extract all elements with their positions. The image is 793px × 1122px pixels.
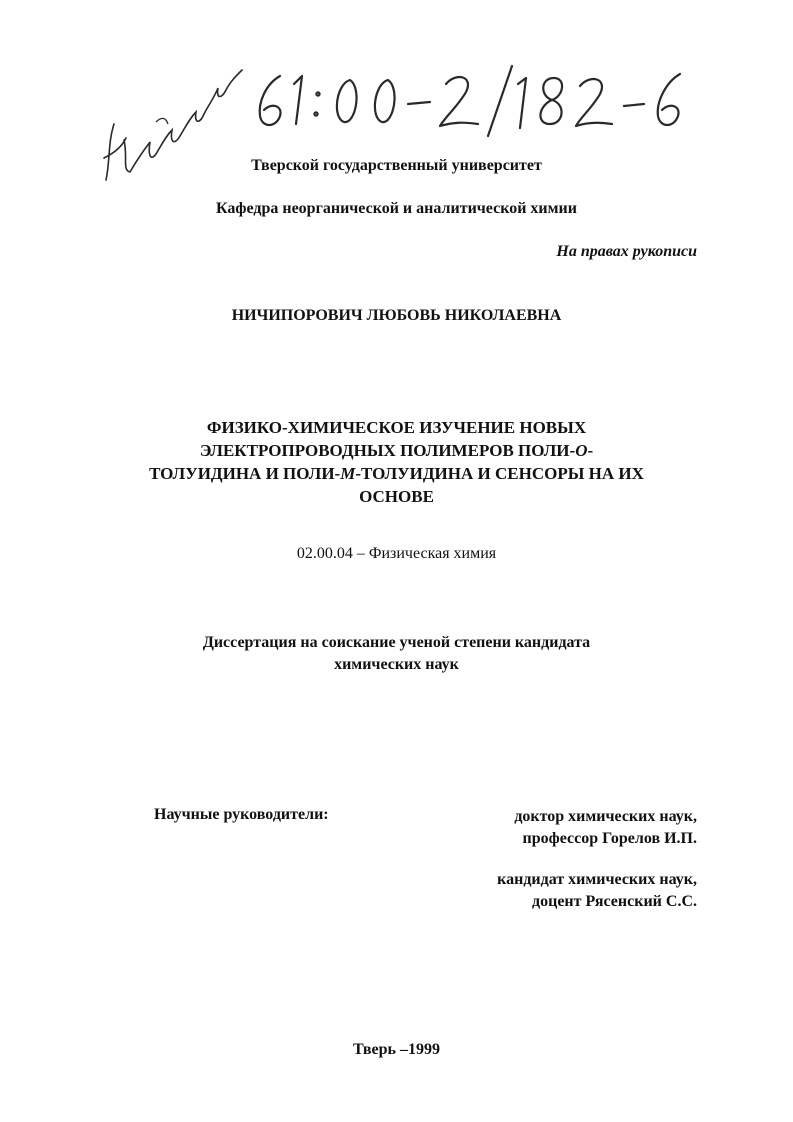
title-line-2-italic: О [575, 441, 588, 460]
author-name: НИЧИПОРОВИЧ ЛЮБОВЬ НИКОЛАЕВНА [231, 307, 562, 324]
city-year: Тверь –1999 [353, 1041, 440, 1058]
title-line-1: ФИЗИКО-ХИМИЧЕСКОЕ ИЗУЧЕНИЕ НОВЫХ [206, 418, 587, 437]
degree-line-1: Диссертация на соискание ученой степени кандидата [202, 634, 591, 651]
rights-note: На правах рукописи [556, 243, 697, 260]
specialty-code: 02.00.04 – Физическая химия [296, 545, 497, 562]
title-line-2 [0, 439, 793, 462]
handwritten-archive-code [250, 62, 690, 140]
title-line-4: ОСНОВЕ [359, 487, 434, 506]
department-name: Кафедра неорганической и аналитической химии [216, 200, 577, 217]
supervisor-second-name: доцент Рясенский С.С. [532, 893, 697, 910]
title-line-3-italic: М [340, 464, 356, 483]
title-line-3 [0, 462, 793, 485]
supervisor-first [514, 806, 697, 850]
supervisor-second-degree: кандидат химических наук, [497, 871, 697, 888]
supervisor-first-name: профессор Горелов И.П. [522, 830, 697, 847]
supervisor-first-degree: доктор химических наук, [514, 808, 697, 825]
title-line-2-dash: - [587, 441, 594, 460]
supervisors-label: Научные руководители: [154, 806, 329, 823]
dissertation-title [0, 416, 793, 508]
title-line-3-text-a: ТОЛУИДИНА И ПОЛИ- [149, 464, 341, 483]
title-line-2-text: ЭЛЕКТРОПРОВОДНЫХ ПОЛИМЕРОВ ПОЛИ- [199, 441, 576, 460]
degree-statement [0, 632, 793, 676]
title-line-3-text-b: -ТОЛУИДИНА И СЕНСОРЫ НА ИХ [355, 464, 644, 483]
supervisor-second [497, 869, 697, 913]
university-name: Тверской государственный университет [251, 157, 542, 174]
degree-line-2: химических наук [334, 656, 459, 673]
